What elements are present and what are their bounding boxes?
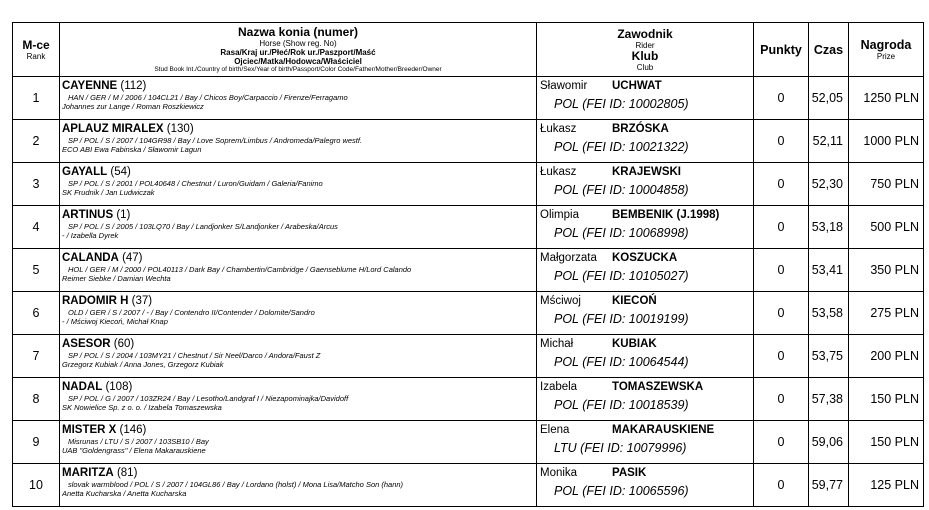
- points-cell: [754, 163, 809, 206]
- table-row: [13, 335, 924, 378]
- results-rows: [13, 77, 924, 507]
- time-header: [809, 23, 849, 77]
- time-cell: [809, 292, 849, 335]
- horse-details: HAN / GER / M / 2006 / 104CL21 / Bay / Chicos Boy/Carpaccio / Firenze/Ferragamo: [68, 93, 348, 102]
- rider-cell: [537, 335, 754, 378]
- time-cell: [809, 77, 849, 120]
- time-value: 53,18: [811, 220, 843, 234]
- horse-cell: [60, 249, 537, 292]
- time-value: 59,06: [811, 435, 843, 449]
- horse-header-sub: Horse (Show reg. No): [259, 38, 337, 48]
- rider-first-name: Izabela: [540, 381, 578, 393]
- horse-cell: [60, 292, 537, 335]
- points-value: 0: [777, 220, 785, 234]
- table-row: [13, 206, 924, 249]
- prize-cell: [849, 206, 924, 249]
- table-row: [13, 249, 924, 292]
- horse-details: OLD / GER / S / 2007 / - / Bay / Contendro II/Contender / Dolomite/Sandro: [68, 308, 315, 317]
- rider-last-name: KOSZUCKA: [612, 252, 678, 264]
- horse-name: ARTINUS: [62, 209, 114, 221]
- horse-name-line: [62, 378, 536, 394]
- rider-last-name: PASIK: [612, 467, 647, 479]
- horse-header-line4: Stud Book Int./Country of birth/Sex/Year of birth/Passport/Color Code/Father/Mother/Breeder/Owner: [154, 65, 442, 73]
- rider-cell: [537, 292, 754, 335]
- rank-header-title: M-ce: [22, 37, 50, 52]
- rank-cell: [13, 335, 60, 378]
- horse-name: GAYALL: [62, 166, 108, 178]
- horse-number: (146): [119, 424, 147, 436]
- rank-cell: [13, 163, 60, 206]
- rank-cell: [13, 120, 60, 163]
- horse-name: NADAL: [62, 381, 103, 393]
- prize-value: 125 PLN: [870, 478, 919, 492]
- rider-fei-id: LTU (FEI ID: 10079996): [554, 441, 687, 455]
- time-value: 59,77: [811, 478, 843, 492]
- prize-cell: [849, 292, 924, 335]
- rider-cell: [537, 378, 754, 421]
- horse-details: HOL / GER / M / 2000 / POL40113 / Dark Bay / Chambertin/Cambridge / Gaenseblume H/Lord Calando: [68, 265, 412, 274]
- rider-fei-id: POL (FEI ID: 10068998): [554, 226, 689, 240]
- prize-cell: [849, 378, 924, 421]
- horse-name: APLAUZ MIRALEX: [62, 123, 164, 135]
- rider-fei-id: POL (FEI ID: 10004858): [554, 183, 689, 197]
- horse-name: ASESOR: [62, 338, 111, 350]
- points-value: 0: [777, 134, 785, 148]
- rank-cell: [13, 378, 60, 421]
- points-value: 0: [777, 478, 785, 492]
- rank-value: 7: [32, 349, 40, 363]
- table-row: [13, 163, 924, 206]
- rider-name-line: [540, 120, 753, 136]
- rank-value: 2: [32, 134, 40, 148]
- rider-last-name: KIECOŃ: [612, 295, 657, 307]
- rider-cell: [537, 163, 754, 206]
- rider-first-name: Olimpia: [540, 209, 579, 221]
- horse-header-line2: Rasa/Kraj ur./Płeć/Rok ur./Paszport/Maść: [220, 47, 376, 57]
- horse-cell: [60, 206, 537, 249]
- horse-breeder-owner: SK Nowielice Sp. z o. o. / Izabela Tomaszewska: [62, 403, 222, 412]
- club-header-title: Klub: [631, 48, 659, 63]
- rider-last-name: TOMASZEWSKA: [612, 381, 704, 393]
- points-cell: [754, 335, 809, 378]
- horse-details: SP / POL / S / 2007 / 104GR98 / Bay / Love Soprem/Limbus / Andromeda/Palegro westf.: [68, 136, 363, 145]
- horse-number: (130): [166, 123, 194, 135]
- horse-name-line: [62, 292, 536, 308]
- rider-fei-id: POL (FEI ID: 10002805): [554, 97, 689, 111]
- points-cell: [754, 378, 809, 421]
- prize-value: 150 PLN: [870, 435, 919, 449]
- rider-name-line: [540, 464, 753, 480]
- time-value: 53,41: [811, 263, 843, 277]
- horse-details: SP / POL / S / 2001 / POL40648 / Chestnut / Luron/Guidam / Galeria/Fanimo: [68, 179, 323, 188]
- horse-name: MARITZA: [62, 467, 114, 479]
- rider-name-line: [540, 378, 753, 394]
- rank-cell: [13, 421, 60, 464]
- rider-first-name: Monika: [540, 467, 578, 479]
- rider-last-name: KRAJEWSKI: [612, 166, 682, 178]
- prize-value: 500 PLN: [870, 220, 919, 234]
- table-header: [13, 23, 924, 77]
- rank-cell: [13, 249, 60, 292]
- horse-breeder-owner: - / Mściwoj Kiecoń, Michał Knap: [62, 317, 168, 326]
- rider-cell: [537, 206, 754, 249]
- table-row: [13, 77, 924, 120]
- rider-fei-id: POL (FEI ID: 10064544): [554, 355, 689, 369]
- horse-name-line: [62, 421, 536, 437]
- rank-cell: [13, 292, 60, 335]
- horse-details: slovak warmblood / POL / S / 2007 / 104GL86 / Bay / Lordano (holst) / Mona Lisa/Matcho Son (hann): [68, 480, 404, 489]
- rider-first-name: Michał: [540, 338, 574, 350]
- horse-name-line: [62, 335, 536, 351]
- time-header-title: Czas: [813, 42, 844, 57]
- rider-name-line: [540, 206, 753, 222]
- table-row: [13, 464, 924, 507]
- horse-number: (37): [131, 295, 153, 307]
- rider-fei-id: POL (FEI ID: 10018539): [554, 398, 689, 412]
- table-row: [13, 120, 924, 163]
- time-cell: [809, 249, 849, 292]
- prize-value: 150 PLN: [870, 392, 919, 406]
- horse-cell: [60, 421, 537, 464]
- horse-breeder-owner: Anetta Kucharska / Anetta Kucharska: [62, 489, 187, 498]
- rider-header-sub: Rider: [635, 40, 655, 50]
- rider-name-line: [540, 163, 753, 179]
- rank-value: 8: [32, 392, 40, 406]
- prize-cell: [849, 464, 924, 507]
- prize-cell: [849, 249, 924, 292]
- prize-value: 750 PLN: [870, 177, 919, 191]
- prize-cell: [849, 77, 924, 120]
- prize-value: 200 PLN: [870, 349, 919, 363]
- points-value: 0: [777, 349, 785, 363]
- points-value: 0: [777, 392, 785, 406]
- horse-number: (81): [116, 467, 138, 479]
- rider-fei-id: POL (FEI ID: 10021322): [554, 140, 689, 154]
- rank-value: 4: [32, 220, 40, 234]
- horse-name-line: [62, 464, 536, 480]
- time-value: 52,05: [811, 91, 843, 105]
- horse-name: CAYENNE: [62, 80, 118, 92]
- rider-fei-id: POL (FEI ID: 10019199): [554, 312, 689, 326]
- horse-breeder-owner: Johannes zur Lange / Roman Roszkiewicz: [62, 102, 204, 111]
- rider-name-line: [540, 77, 753, 93]
- horse-cell: [60, 120, 537, 163]
- horse-name-line: [62, 163, 536, 179]
- rider-first-name: Mściwoj: [540, 295, 581, 307]
- horse-header: [60, 23, 537, 77]
- horse-name: MISTER X: [62, 424, 117, 436]
- rider-first-name: Elena: [540, 424, 570, 436]
- rider-fei-id: POL (FEI ID: 10105027): [554, 269, 689, 283]
- prize-cell: [849, 163, 924, 206]
- prize-value: 350 PLN: [870, 263, 919, 277]
- results-table: [12, 22, 924, 507]
- points-value: 0: [777, 435, 785, 449]
- horse-breeder-owner: UAB "Goldengrass" / Elena Makarauskiene: [62, 446, 206, 455]
- time-cell: [809, 378, 849, 421]
- horse-number: (47): [122, 252, 143, 264]
- horse-breeder-owner: ECO ABI Ewa Fabinska / Sławomir Lagun: [62, 145, 202, 154]
- horse-breeder-owner: - / Izabella Dyrek: [62, 231, 119, 240]
- horse-name: RADOMIR H: [62, 295, 129, 307]
- points-header: [754, 23, 809, 77]
- prize-header: [849, 23, 924, 77]
- horse-name-line: [62, 206, 536, 222]
- rider-last-name: KUBIAK: [612, 338, 657, 350]
- points-cell: [754, 421, 809, 464]
- rank-cell: [13, 206, 60, 249]
- prize-header-sub: Prize: [876, 52, 896, 61]
- prize-cell: [849, 421, 924, 464]
- rank-cell: [13, 77, 60, 120]
- rank-value: 1: [32, 91, 40, 105]
- rider-name-line: [540, 335, 753, 351]
- time-value: 53,58: [811, 306, 843, 320]
- prize-value: 1000 PLN: [863, 134, 919, 148]
- rider-cell: [537, 77, 754, 120]
- horse-name-line: [62, 77, 536, 93]
- horse-name: CALANDA: [62, 252, 119, 264]
- table-row: [13, 421, 924, 464]
- horse-breeder-owner: Reimer Siebke / Damian Wechta: [62, 274, 171, 283]
- points-value: 0: [777, 91, 785, 105]
- horse-number: (112): [120, 80, 147, 92]
- points-cell: [754, 206, 809, 249]
- rider-header-title: Zawodnik: [617, 26, 673, 41]
- horse-cell: [60, 464, 537, 507]
- horse-number: (108): [105, 381, 133, 393]
- horse-cell: [60, 378, 537, 421]
- rider-first-name: Małgorzata: [540, 252, 597, 264]
- rider-header: [537, 23, 754, 77]
- horse-cell: [60, 163, 537, 206]
- horse-details: Misrunas / LTU / S / 2007 / 103SB10 / Bay: [68, 437, 209, 446]
- points-cell: [754, 120, 809, 163]
- time-cell: [809, 206, 849, 249]
- rank-value: 9: [32, 435, 40, 449]
- points-cell: [754, 292, 809, 335]
- rider-cell: [537, 249, 754, 292]
- time-cell: [809, 335, 849, 378]
- rider-first-name: Sławomir: [540, 80, 588, 92]
- rider-cell: [537, 120, 754, 163]
- time-cell: [809, 421, 849, 464]
- horse-details: SP / POL / S / 2005 / 103LQ70 / Bay / Landjonker S/Landjonker / Arabeska/Arcus: [68, 222, 338, 231]
- prize-value: 1250 PLN: [863, 91, 919, 105]
- horse-name-line: [62, 120, 536, 136]
- horse-details: SP / POL / S / 2004 / 103MY21 / Chestnut / Sir Neel/Darco / Andora/Faust Z: [68, 351, 321, 360]
- club-header-sub: Club: [636, 62, 654, 72]
- time-cell: [809, 163, 849, 206]
- rank-value: 10: [29, 478, 43, 492]
- results-sheet: [12, 22, 923, 507]
- rider-name-line: [540, 292, 753, 308]
- horse-number: (60): [113, 338, 135, 350]
- time-value: 53,75: [811, 349, 843, 363]
- prize-header-title: Nagroda: [860, 38, 912, 52]
- rider-name-line: [540, 249, 753, 265]
- rider-last-name: BEMBENIK (J.1998): [612, 209, 720, 221]
- horse-details: SP / POL / G / 2007 / 103ZR24 / Bay / Lesotho/Landgraf I / Niezapominajka/Davidoff: [68, 394, 349, 403]
- rider-last-name: MAKARAUSKIENE: [612, 424, 715, 436]
- horse-name-line: [62, 249, 536, 265]
- points-cell: [754, 77, 809, 120]
- rank-value: 5: [32, 263, 40, 277]
- points-value: 0: [777, 177, 785, 191]
- horse-number: (1): [116, 209, 131, 221]
- rider-first-name: Łukasz: [540, 123, 577, 135]
- prize-value: 275 PLN: [870, 306, 919, 320]
- points-value: 0: [777, 263, 785, 277]
- rank-value: 3: [32, 177, 40, 191]
- horse-header-line3: Ojciec/Matka/Hodowca/Właściciel: [234, 56, 362, 66]
- rank-header-sub: Rank: [26, 51, 46, 61]
- rider-fei-id: POL (FEI ID: 10065596): [554, 484, 689, 498]
- points-header-title: Punkty: [760, 42, 802, 57]
- prize-cell: [849, 335, 924, 378]
- horse-cell: [60, 335, 537, 378]
- time-value: 52,30: [811, 177, 843, 191]
- time-cell: [809, 464, 849, 507]
- horse-cell: [60, 77, 537, 120]
- prize-cell: [849, 120, 924, 163]
- time-value: 57,38: [811, 392, 843, 406]
- points-cell: [754, 249, 809, 292]
- rider-first-name: Łukasz: [540, 166, 577, 178]
- table-row: [13, 292, 924, 335]
- rank-value: 6: [32, 306, 40, 320]
- table-row: [13, 378, 924, 421]
- horse-header-title: Nazwa konia (numer): [237, 24, 359, 39]
- rank-cell: [13, 464, 60, 507]
- horse-breeder-owner: SK Frudnik / Jan Ludwiczak: [62, 188, 155, 197]
- points-cell: [754, 464, 809, 507]
- rider-last-name: UCHWAT: [612, 80, 662, 92]
- time-value: 52,11: [812, 134, 843, 148]
- rider-name-line: [540, 421, 753, 437]
- rider-cell: [537, 421, 754, 464]
- rider-cell: [537, 464, 754, 507]
- time-cell: [809, 120, 849, 163]
- rider-last-name: BRZÓSKA: [612, 123, 669, 135]
- points-value: 0: [777, 306, 785, 320]
- horse-number: (54): [110, 166, 131, 178]
- rank-header: [13, 23, 60, 77]
- horse-breeder-owner: Grzegorz Kubiak / Anna Jones, Grzegorz Kubiak: [62, 360, 224, 369]
